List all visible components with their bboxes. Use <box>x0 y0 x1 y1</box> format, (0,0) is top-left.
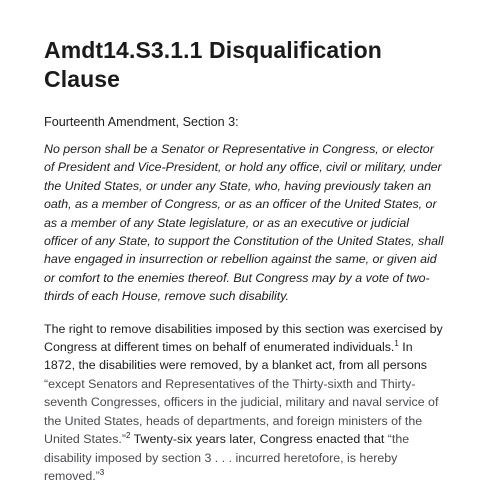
commentary-part-1: The right to remove disabilities imposed by this section was exercised by Congress at different times on behalf of enumerated individuals. <box>44 321 443 355</box>
commentary-part-2: In 1872, the disabilities were removed, by a blanket act, from all persons <box>44 340 427 373</box>
footnote-3-link[interactable]: 3 <box>99 467 105 477</box>
commentary-paragraph <box>44 320 444 486</box>
section-subheading: Fourteenth Amendment, Section 3: <box>44 115 239 129</box>
footnote-1-link[interactable]: 1 <box>394 338 399 348</box>
quoted-act-1872: “except Senators and Representatives of the Thirty-sixth and Thirty-seventh Congresses, officers in the judicial, military and naval service of the United States, heads of departments, and foreign ministers of the United States.” <box>44 376 439 447</box>
page-title: Amdt14.S3.1.1 Disqualification Clause <box>44 37 382 92</box>
footnote-2-link[interactable]: 2 <box>125 430 131 440</box>
commentary-part-3: Twenty-six years later, Congress enacted that <box>130 432 388 447</box>
amendment-text: No person shall be a Senator or Representative in Congress, or elector of President and Vice-President, or hold any office, civil or military, under the United States, or under any State, who, having previously taken an oath, as a member of Congress, or as an officer of the United States, or as a member of any State legislature, or as an executive or judicial officer of any State, to support the Constitution of the United States, shall have engaged in insurrection or rebellion against the same, or given aid or comfort to the enemies thereof. But Congress may by a vote of two-thirds of each House, remove such disability. <box>44 142 444 304</box>
quoted-act-1898: “the disability imposed by section 3 . . . incurred heretofore, is hereby removed.” <box>44 432 410 483</box>
document-page <box>44 36 444 485</box>
